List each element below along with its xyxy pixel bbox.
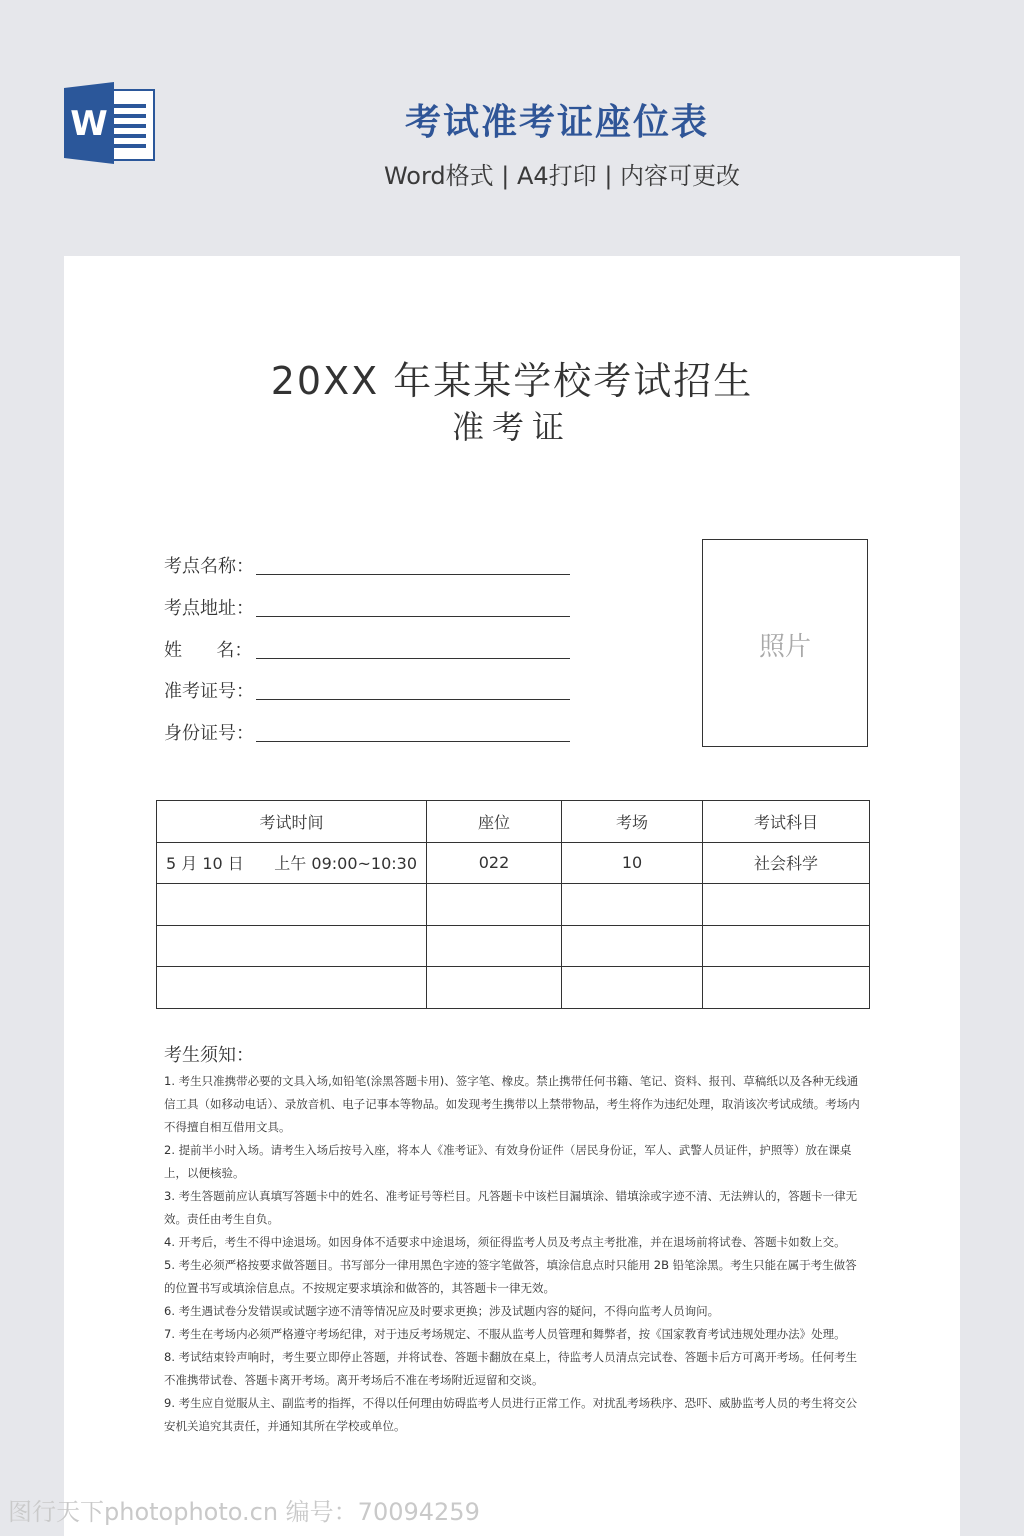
field-label: 身份证号： [164, 723, 254, 744]
notice-title: 考生须知： [164, 1045, 254, 1066]
banner-title: 考试准考证座位表 [404, 102, 709, 143]
header-exam-time: 考试时间 [157, 801, 427, 843]
notice-item: 5. 考生必须严格按要求做答题目。书写部分一律用黑色字迹的签字笔做答，填涂信息点时只能用 2B 铅笔涂黑。考生只能在属于考生做答的位置书写或填涂信息点。不按规定要求填涂和做答的，其答题卡一律无效。 [164, 1258, 857, 1295]
table-cell [427, 925, 562, 967]
fill-in-line [256, 658, 570, 659]
notice-item: 3. 考生答题前应认真填写答题卡中的姓名、准考证号等栏目。凡答题卡中该栏目漏填涂、错填涂或字迹不清、无法辨认的，答题卡一律无效。责任由考生自负。 [164, 1189, 858, 1226]
table-cell [157, 925, 427, 967]
field-label: 考点地址： [164, 598, 254, 619]
table-row [157, 842, 870, 884]
exam-schedule-table [156, 800, 870, 1009]
table-cell [562, 967, 703, 1009]
fill-in-line [256, 574, 570, 575]
table-row [157, 884, 870, 926]
table-cell [157, 967, 427, 1009]
table-cell [562, 884, 703, 926]
photo-placeholder [702, 539, 868, 747]
table-cell [562, 925, 703, 967]
fill-in-line [256, 699, 570, 700]
table-cell [703, 967, 870, 1009]
banner-subtitle: Word格式 | A4打印 | 内容可更改 [383, 162, 741, 190]
document-subtitle: 准考证 [451, 408, 572, 446]
table-cell [703, 925, 870, 967]
table-cell: 社会科学 [703, 842, 870, 884]
table-cell [157, 884, 427, 926]
table-row [157, 967, 870, 1009]
table-row [157, 925, 870, 967]
field-label: 姓 名： [164, 640, 253, 661]
table-cell: 5 月 10 日 上午 09:00~10:30 [157, 842, 427, 884]
notice-item: 7. 考生在考场内必须严格遵守考场纪律，对于违反考场规定、不服从监考人员管理和舞弊者，按《国家教育考试违规处理办法》处理。 [164, 1327, 846, 1341]
notice-list [164, 1070, 864, 1438]
table-cell [427, 884, 562, 926]
banner [0, 0, 1024, 250]
document-title: 20XX 年某某学校考试招生 [270, 359, 754, 403]
table-cell: 022 [427, 842, 562, 884]
fill-in-line [256, 741, 570, 742]
field-label: 考点名称： [164, 556, 254, 577]
header-exam-room: 考场 [562, 801, 703, 843]
field-label: 准考证号： [164, 681, 254, 702]
header-subject: 考试科目 [703, 801, 870, 843]
svg-text:W: W [70, 104, 108, 144]
notice-item: 6. 考生遇试卷分发错误或试题字迹不清等情况应及时要求更换；涉及试题内容的疑问，不得向监考人员询问。 [164, 1304, 720, 1318]
notice-item: 4. 开考后，考生不得中途退场。如因身体不适要求中途退场，须征得监考人员及考点主考批准，并在退场前将试卷、答题卡如数上交。 [164, 1235, 846, 1249]
table-cell [703, 884, 870, 926]
watermark: 图行天下photophoto.cn 编号：70094259 [8, 1498, 480, 1526]
notice-item: 9. 考生应自觉服从主、副监考的指挥，不得以任何理由妨碍监考人员进行正常工作。对扰乱考场秩序、恐吓、威胁监考人员的考生将交公安机关追究其责任，并通知其所在学校或单位。 [164, 1396, 858, 1433]
fill-in-line [256, 616, 570, 617]
table-cell [427, 967, 562, 1009]
notice-item: 2. 提前半小时入场。请考生入场后按号入座，将本人《准考证》、有效身份证件（居民身份证，军人、武警人员证件，护照等）放在课桌上，以便核验。 [164, 1143, 852, 1180]
notice-item: 8. 考试结束铃声响时，考生要立即停止答题，并将试卷、答题卡翻放在桌上，待监考人员清点完试卷、答题卡后方可离开考场。任何考生不准携带试卷、答题卡离开考场。离开考场后不准在考场附近逗留和交谈。 [164, 1350, 858, 1387]
document-page [64, 256, 960, 1536]
table-header-row [157, 801, 870, 843]
header-seat: 座位 [427, 801, 562, 843]
table-cell: 10 [562, 842, 703, 884]
photo-label: 照片 [758, 632, 811, 662]
notice-item: 1. 考生只准携带必要的文具入场,如铅笔(涂黑答题卡用)、签字笔、橡皮。禁止携带任何书籍、笔记、资料、报刊、草稿纸以及各种无线通信工具（如移动电话）、录放音机、电子记事本等物品。如发现考生携带以上禁带物品，考生将作为违纪处理，取消该次考试成绩。考场内不得擅自相互借用文具。 [164, 1074, 860, 1134]
